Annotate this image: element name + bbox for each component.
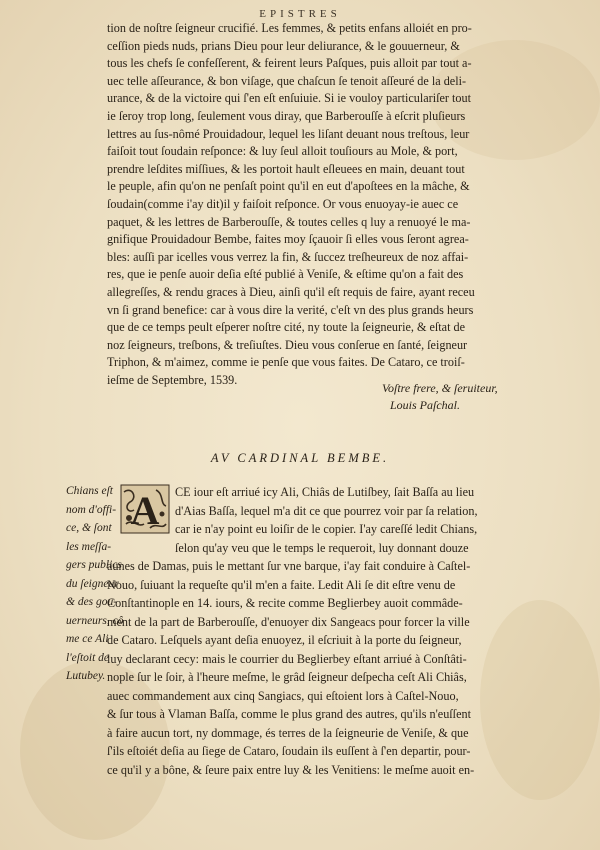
- margin-note-line: & des gou-: [66, 596, 118, 608]
- margin-note-line: nom d'offi-: [66, 503, 117, 516]
- margin-note-line: du ſeigneur: [66, 577, 119, 590]
- text-line: bles: auſſi par icelles vous verrez la fin, & ſuccez treſheureux de noz affai-: [107, 249, 469, 264]
- signature: [382, 380, 498, 414]
- text-line: ſoudain(comme i'ay dit)il y faiſoit reſponce. Or vous enuoyay-ie auec ce: [107, 196, 459, 211]
- text-line: à faire aucun tort, ny dommage, és terres de la ſeigneurie de Veniſe, & que: [107, 725, 469, 740]
- text-line: noz ſeigneurs, treſbons, & treſiuſtes. Dieu vous conſerue en ſanté, ſeigneur: [107, 337, 468, 352]
- text-line: Triphon, & m'aimez, comme ie penſe que vous faites. De Cataro, ce troiſ-: [107, 355, 465, 370]
- text-line: Nouo, ſuiuant la requeſte qu'il m'en a faite. Ledit Ali ſe dit eſtre venu de: [107, 577, 456, 592]
- text-line: nople ſur le ſoir, à l'heure meſme, le grâd ſeigneur deſpecha ceſt Ali Chiâs,: [107, 670, 467, 684]
- text-line: res, que ie penſe auoir deſia eſté publié à Veniſe, & eſtime qu'on a fait des: [107, 267, 464, 282]
- text-line: lettres au ſus-nômé Prouidadour, lequel les liſant deuant nous treſtous, leur: [107, 126, 470, 141]
- text-line: prendre leſdites miſſiues, & les portoit hault eſleuees en main, deuant tout: [107, 161, 465, 176]
- margin-note-line: uerneurs, cô: [66, 614, 124, 627]
- text-line: auec commandement aux cinq Sangiacs, qui eſtoient lors à Caſtel-Nouo,: [107, 688, 459, 703]
- text-line: uec telle aſſeurance, & bon viſage, que chaſcun ſe tenoit aſſeuré de la deli-: [107, 73, 467, 88]
- text-line: ſ'ils eſtoiét deſia au ſiege de Cataro, ſoudain ils euſſent à ſ'en departir, pour-: [107, 744, 471, 758]
- text-line: allegreſſes, & rendu graces à Dieu, ainſi qu'il eſt requis de faire, ayant receu: [107, 284, 475, 299]
- margin-note-line: Lutubey.: [66, 670, 106, 682]
- text-line: ieſme de Septembre, 1539.: [107, 372, 238, 387]
- text-line: de Cataro. Leſquels ayant deſia enuoyez, il eſcriuit à la porte du ſeigneur,: [107, 633, 462, 647]
- text-line: CE iour eſt arriué icy Ali, Chiâs de Lutiſbey, ſait Baſſa au lieu: [175, 485, 475, 499]
- margin-note: [66, 482, 124, 686]
- text-line: tous les chefs ſe confeſſerent, & feirent leurs Paſques, puis alloit par tout a-: [107, 56, 472, 71]
- text-line: faiſoit tout ſoudain reſponce: & luy ſeul alloit touſiours au Mole, & port,: [107, 144, 458, 159]
- body-text: [107, 20, 539, 389]
- text-line: tion de noſtre ſeigneur crucifié. Les femmes, & petits enfans alloiét en pro-: [107, 21, 472, 35]
- margin-note-line: l'eſtoit de: [66, 651, 110, 664]
- margin-note-line: gers publics: [66, 559, 122, 571]
- running-head: EPISTRES: [259, 8, 341, 20]
- text-line: urance, & de la victoire qui ſ'en eſt enſuiuie. Si ie vouloy particulariſer tout: [107, 91, 471, 106]
- letter-heading: AV CARDINAL BEMBE.: [210, 451, 390, 465]
- margin-note-line: ce, & ſont: [66, 522, 112, 534]
- text-line: que de ce temps peult eſperer noſtre cité, ny toute la ſeigneurie, & eſtat de: [107, 320, 466, 335]
- text-line: d'Aias Baſſa, lequel m'a dit ce que pourrez voir par ſa relation,: [175, 503, 478, 518]
- margin-note-line: les meſſa-: [66, 540, 112, 553]
- letter-text: [107, 483, 540, 779]
- signature-line-1: Voſtre frere, & ſeruiteur,: [382, 381, 498, 395]
- text-line: ſelon qu'ay veu que le temps le requeroit, luy donnant douze: [175, 540, 469, 555]
- text-line: ceſſion pieds nuds, prians Dieu pour leur deliurance, & le gouuerneur, &: [107, 38, 460, 53]
- signature-name: Louis Paſchal.: [390, 398, 461, 412]
- text-line: aunes de Damas, puis le mettant ſur vne barque, i'ay fait conduire à Caſtel-: [107, 559, 471, 573]
- margin-note-line: me ce Ali: [66, 633, 109, 645]
- text-line: car ie n'ay point eu loiſir de le copier. I'ay careſſé ledit Chians,: [175, 522, 478, 536]
- margin-note-line: Chians eſt: [66, 485, 113, 497]
- text-line: ie ſeroy trop long, ſeulement vous diray, que Barberouſſe à eſcrit pluſieurs: [107, 108, 466, 123]
- text-line: paquet, & les lettres de Barberouſſe, & toutes celles q luy a renuoyé le ma-: [107, 214, 471, 229]
- text-line: le peuple, afin qu'on ne penſaſt point qu'il en eut d'apoſtees en la mâche, &: [107, 179, 470, 194]
- text-line: & ſur tous à Vlaman Baſſa, comme le plus grand des autres, qu'ils n'euſſent: [107, 707, 471, 721]
- text-line: ce qu'il y a bône, & ſeure paix entre luy & les Venitiens: le meſme auoit en-: [107, 762, 475, 777]
- dropcap-letter: A: [130, 488, 160, 533]
- text-line: Conſtantinople en 14. iours, & recite comme Beglierbey auoit commâde-: [107, 596, 463, 610]
- text-line: ment de la part de Barberouſſe, d'enuoyer dix Sangeacs pour forcer la ville: [107, 614, 470, 629]
- text-line: gnifique Prouidadour Bembe, faites moy ſçauoir ſi elles vous ſeront agrea-: [107, 232, 469, 247]
- text-line: vn ſi grand benefice: car à vous dire la verité, c'eſt vn des plus grands heurs: [107, 302, 474, 317]
- text-line: luy declarant cecy: mais le courrier du Beglierbey eſtant arriué à Conſtâti-: [107, 651, 467, 666]
